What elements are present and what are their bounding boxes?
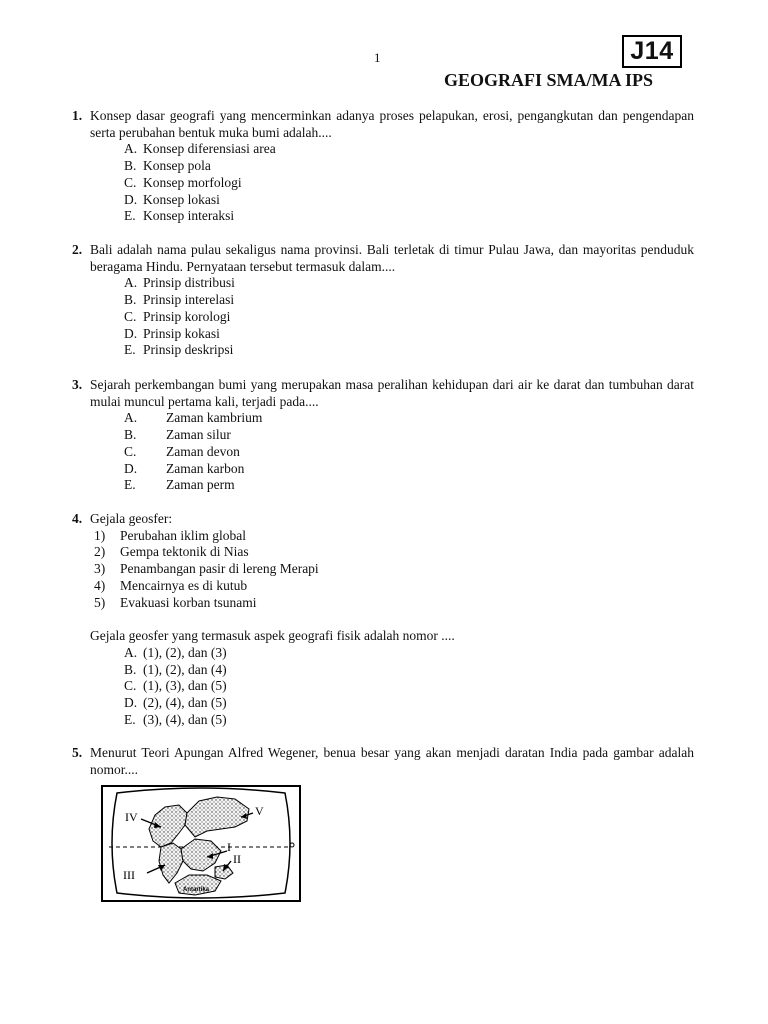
option-c[interactable] xyxy=(124,678,694,695)
question-number: 5. xyxy=(72,745,83,760)
answer-options xyxy=(72,275,694,359)
option-c[interactable] xyxy=(124,175,694,192)
option-letter: D. xyxy=(124,695,138,711)
option-e[interactable] xyxy=(124,208,694,225)
option-letter: C. xyxy=(124,308,137,324)
option-letter: C. xyxy=(124,443,137,459)
question-number: 3. xyxy=(72,377,83,392)
question-text: Bali adalah nama pulau sekaligus nama provinsi. Bali terletak di timur Pulau Jawa, dan mayoritas penduduk beragama Hindu. Pernyataan tersebut termasuk dalam.... xyxy=(90,242,694,274)
option-letter: B. xyxy=(124,292,137,308)
list-item-number: 3) xyxy=(94,561,106,577)
option-e[interactable] xyxy=(124,477,694,494)
list-item xyxy=(94,544,694,561)
phenomena-list xyxy=(72,528,694,612)
question-number: 2. xyxy=(72,242,83,257)
option-text: (1), (2), dan (3) xyxy=(143,644,227,660)
list-item xyxy=(94,595,694,612)
question-2 xyxy=(72,242,694,359)
question-text: Menurut Teori Apungan Alfred Wegener, benua besar yang akan menjadi daratan India pada gambar adalah nomor.... xyxy=(90,745,694,777)
list-item-text: Mencairnya es di kutub xyxy=(120,577,248,593)
option-d[interactable] xyxy=(124,461,694,478)
answer-options xyxy=(72,410,694,494)
option-text: Zaman karbon xyxy=(166,460,245,476)
list-item-text: Evakuasi korban tsunami xyxy=(120,594,257,610)
label-antarctica: Antartika xyxy=(183,887,210,893)
option-e[interactable] xyxy=(124,342,694,359)
option-text: Zaman devon xyxy=(166,443,240,459)
answer-options xyxy=(72,645,694,729)
option-b[interactable] xyxy=(124,662,694,679)
page-number: 1 xyxy=(374,50,381,65)
option-text: Konsep pola xyxy=(143,158,211,174)
list-item xyxy=(94,578,694,595)
question-5 xyxy=(72,745,694,778)
list-item-number: 1) xyxy=(94,527,106,543)
option-letter: E. xyxy=(124,342,136,358)
option-b[interactable] xyxy=(124,427,694,444)
option-letter: D. xyxy=(124,325,138,341)
question-number: 1. xyxy=(72,108,83,123)
subject-title: GEOGRAFI SMA/MA IPS xyxy=(444,70,654,90)
label-iii: III xyxy=(123,868,135,882)
option-text: Prinsip kokasi xyxy=(143,325,220,341)
option-text: Konsep interaksi xyxy=(143,208,235,224)
option-letter: E. xyxy=(124,477,136,493)
question-1 xyxy=(72,108,694,225)
option-letter: E. xyxy=(124,711,136,727)
option-text: Konsep morfologi xyxy=(143,174,242,190)
option-letter: C. xyxy=(124,678,137,694)
list-item xyxy=(94,528,694,545)
option-letter: B. xyxy=(124,661,137,677)
answer-options xyxy=(72,141,694,225)
option-c[interactable] xyxy=(124,309,694,326)
option-c[interactable] xyxy=(124,444,694,461)
option-text: Zaman perm xyxy=(166,477,235,493)
option-text: Zaman silur xyxy=(166,427,231,443)
option-letter: B. xyxy=(124,158,137,174)
list-item-number: 4) xyxy=(94,577,106,593)
option-text: Prinsip deskripsi xyxy=(143,342,234,358)
option-letter: B. xyxy=(124,427,137,443)
option-text: (1), (2), dan (4) xyxy=(143,661,227,677)
option-letter: A. xyxy=(124,644,138,660)
list-item xyxy=(94,561,694,578)
question-text: Konsep dasar geografi yang mencerminkan adanya proses pelapukan, erosi, pengangkutan dan pengendapan serta perubahan bentuk muka bumi adalah.... xyxy=(90,108,694,140)
option-letter: A. xyxy=(124,275,138,291)
label-iv: IV xyxy=(125,810,138,824)
paper-code-badge: J14 xyxy=(622,35,682,68)
option-letter: C. xyxy=(124,174,137,190)
option-text: Prinsip distribusi xyxy=(143,275,235,291)
list-item-number: 2) xyxy=(94,544,106,560)
pangaea-map-figure xyxy=(101,785,301,902)
label-v: V xyxy=(255,804,264,818)
list-item-text: Penambangan pasir di lereng Merapi xyxy=(120,561,319,577)
option-b[interactable] xyxy=(124,158,694,175)
continent-v xyxy=(185,797,249,837)
question-text: Sejarah perkembangan bumi yang merupakan masa peralihan kehidupan dari air ke darat dan tumbuhan darat mulai muncul pertama kali, terjadi pada.... xyxy=(90,377,694,409)
option-text: Prinsip korologi xyxy=(143,308,231,324)
option-letter: E. xyxy=(124,208,136,224)
option-letter: D. xyxy=(124,460,138,476)
question-prompt: Gejala geosfer yang termasuk aspek geografi fisik adalah nomor .... xyxy=(90,628,455,644)
list-item-text: Perubahan iklim global xyxy=(120,527,246,543)
option-text: (3), (4), dan (5) xyxy=(143,711,227,727)
option-a[interactable] xyxy=(124,275,694,292)
pangaea-map xyxy=(103,787,299,900)
list-item-text: Gempa tektonik di Nias xyxy=(120,544,249,560)
question-3 xyxy=(72,377,694,494)
question-number: 4. xyxy=(72,511,83,526)
continent-iii xyxy=(159,843,183,883)
option-text: Konsep lokasi xyxy=(143,191,220,207)
option-letter: A. xyxy=(124,141,138,157)
option-a[interactable] xyxy=(124,645,694,662)
option-e[interactable] xyxy=(124,712,694,729)
option-text: (2), (4), dan (5) xyxy=(143,695,227,711)
label-i: I xyxy=(227,840,231,854)
question-4 xyxy=(72,511,694,728)
option-b[interactable] xyxy=(124,292,694,309)
option-d[interactable] xyxy=(124,326,694,343)
option-a[interactable] xyxy=(124,410,694,427)
option-a[interactable] xyxy=(124,141,694,158)
option-letter: A. xyxy=(124,410,138,426)
question-text: Gejala geosfer: xyxy=(90,511,173,526)
option-text: Prinsip interelasi xyxy=(143,292,235,308)
list-item-number: 5) xyxy=(94,594,106,610)
option-text: (1), (3), dan (5) xyxy=(143,678,227,694)
option-d[interactable] xyxy=(124,695,694,712)
option-text: Konsep diferensiasi area xyxy=(143,141,276,157)
option-letter: D. xyxy=(124,191,138,207)
label-ii: II xyxy=(233,852,241,866)
option-text: Zaman kambrium xyxy=(166,410,263,426)
option-d[interactable] xyxy=(124,192,694,209)
